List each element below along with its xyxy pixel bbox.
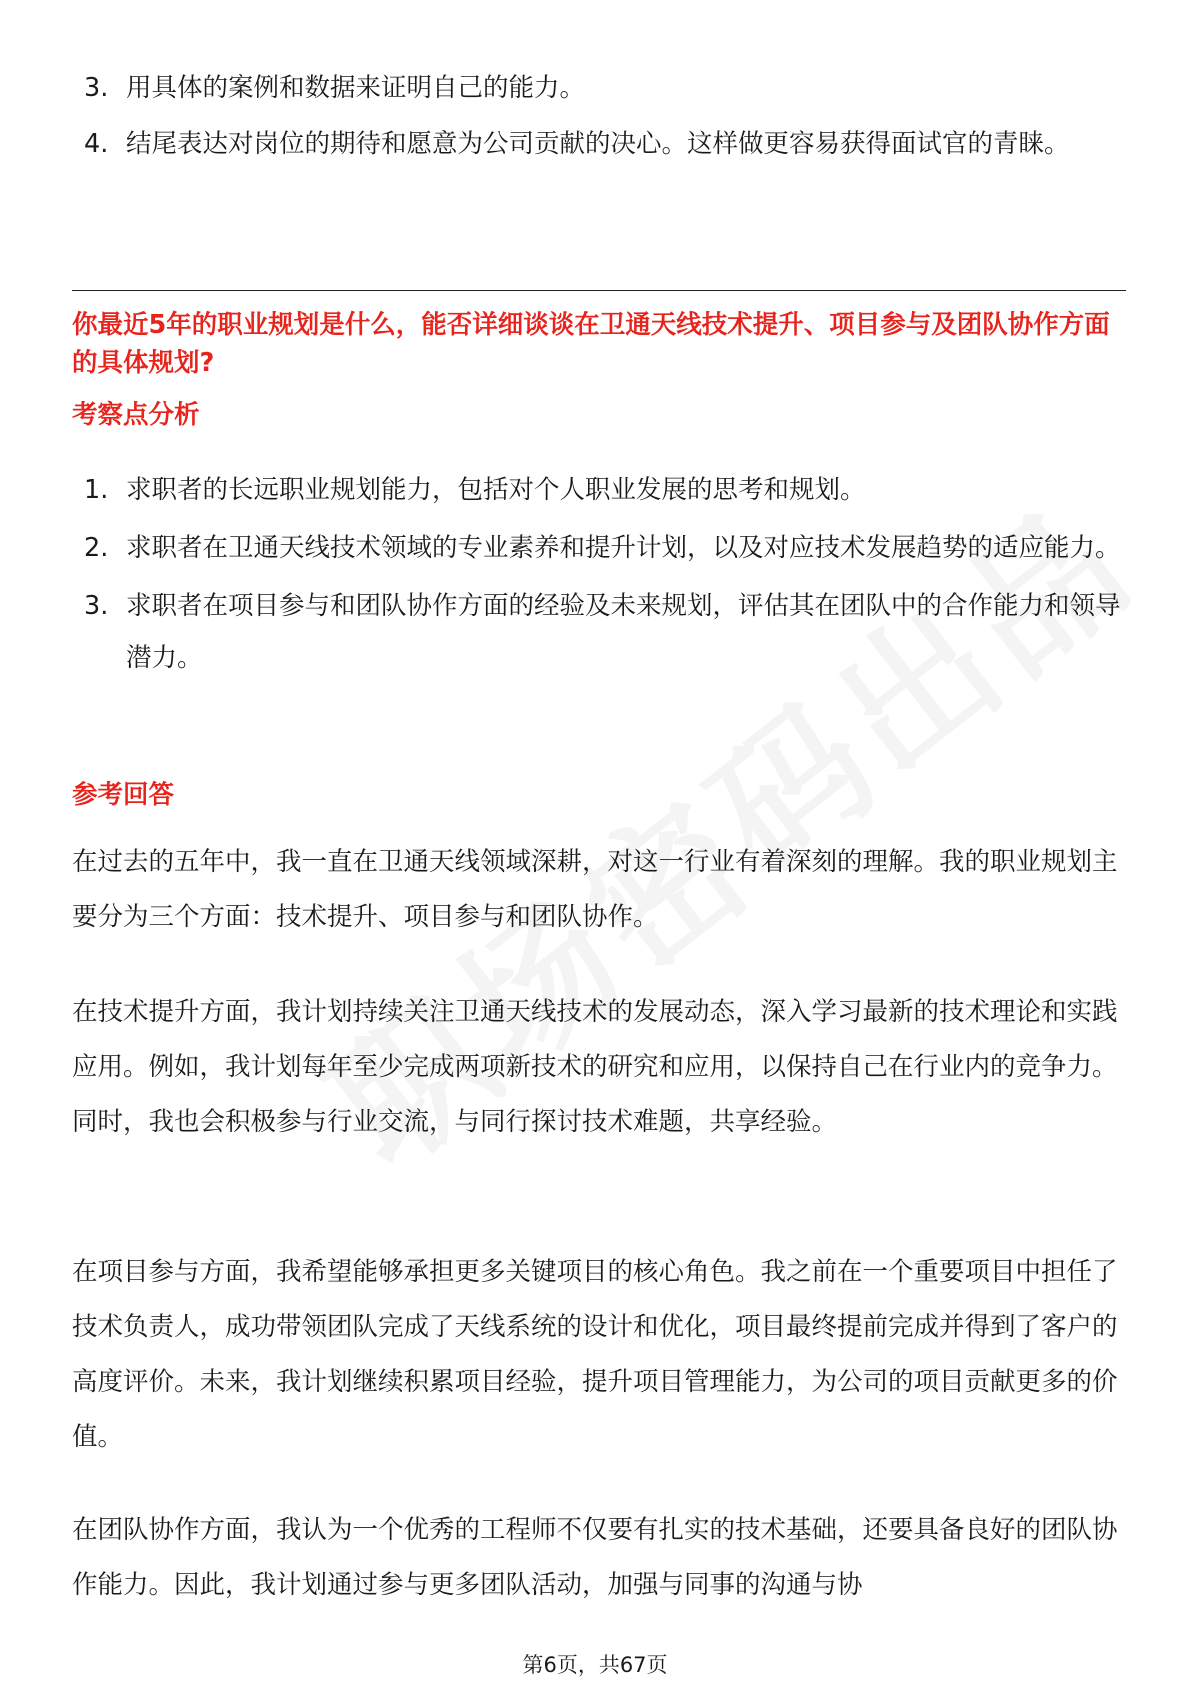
list-item-text: 求职者的长远职业规划能力，包括对个人职业发展的思考和规划。 xyxy=(126,475,866,505)
list-item xyxy=(84,464,1124,516)
list-item-text: 求职者在卫通天线技术领域的专业素养和提升计划，以及对应技术发展趋势的适应能力。 xyxy=(126,533,1121,563)
list-item-text: 用具体的案例和数据来证明自己的能力。 xyxy=(126,73,586,103)
list-item xyxy=(84,580,1124,684)
answer-paragraph: 在项目参与方面，我希望能够承担更多关键项目的核心角色。我之前在一个重要项目中担任了技术负责人，成功带领团队完成了天线系统的设计和优化，项目最终提前完成并得到了客户的高度评价。未来，我计划继续积累项目经验，提升项目管理能力，为公司的项目贡献更多的价值。 xyxy=(72,1257,1118,1452)
answer-heading: 参考回答 xyxy=(72,780,175,810)
list-item xyxy=(84,62,1124,114)
list-item-text: 结尾表达对岗位的期待和愿意为公司贡献的决心。这样做更容易获得面试官的青睐。 xyxy=(126,129,1070,159)
list-item xyxy=(84,118,1124,170)
analysis-list xyxy=(84,464,1124,684)
answer-paragraph: 在团队协作方面，我认为一个优秀的工程师不仅要有扎实的技术基础，还要具备良好的团队协作能力。因此，我计划通过参与更多团队活动，加强与同事的沟通与协 xyxy=(72,1515,1118,1600)
list-item-text: 求职者在项目参与和团队协作方面的经验及未来规划，评估其在团队中的合作能力和领导潜力。 xyxy=(126,591,1121,673)
section-divider xyxy=(72,290,1126,291)
list-item xyxy=(84,522,1124,574)
analysis-heading: 考察点分析 xyxy=(72,400,200,430)
page-number: 第6页，共67页 xyxy=(522,1653,668,1677)
list-item-number: 3. xyxy=(84,73,109,103)
list-item-number: 2. xyxy=(84,533,109,563)
question-heading: 你最近5年的职业规划是什么，能否详细谈谈在卫通天线技术提升、项目参与及团队协作方面的具体规划? xyxy=(72,310,1110,378)
list-item-number: 4. xyxy=(84,129,109,159)
list-item-number: 3. xyxy=(84,591,109,621)
list-item-number: 1. xyxy=(84,475,109,505)
answer-paragraph: 在过去的五年中，我一直在卫通天线领域深耕，对这一行业有着深刻的理解。我的职业规划主要分为三个方面：技术提升、项目参与和团队协作。 xyxy=(72,847,1118,932)
intro-list xyxy=(84,62,1124,170)
answer-paragraph: 在技术提升方面，我计划持续关注卫通天线技术的发展动态，深入学习最新的技术理论和实践应用。例如，我计划每年至少完成两项新技术的研究和应用，以保持自己在行业内的竞争力。同时，我也会积极参与行业交流，与同行探讨技术难题，共享经验。 xyxy=(72,997,1118,1137)
